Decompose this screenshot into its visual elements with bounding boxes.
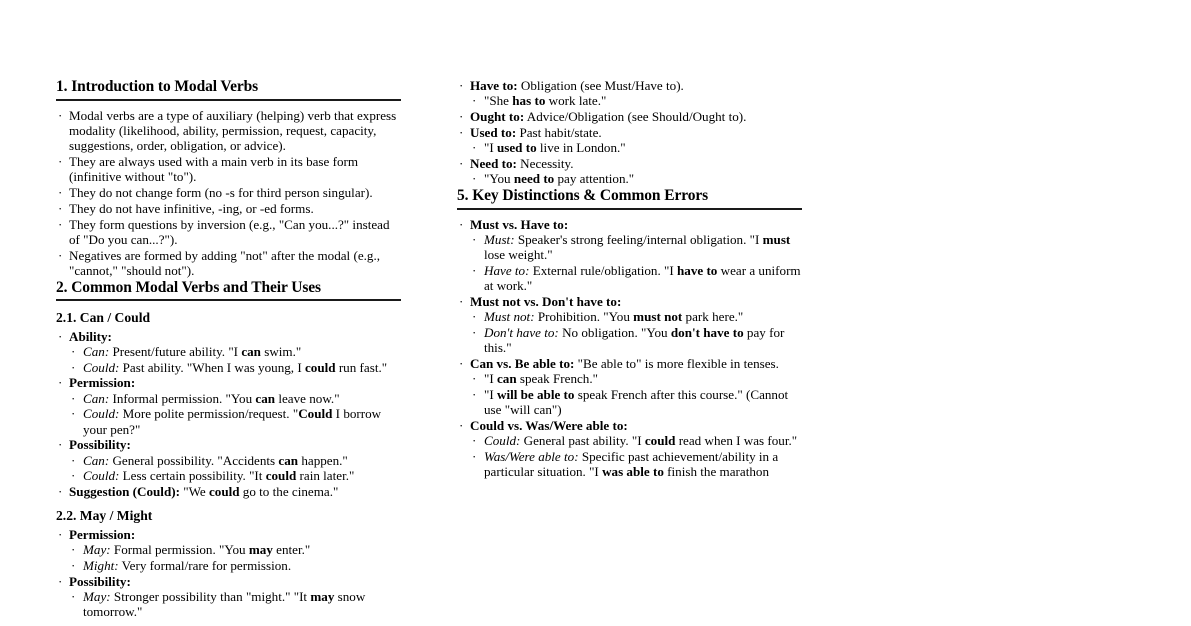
list-item-text (83, 453, 348, 468)
bold-text: Permission: (69, 375, 136, 391)
text-run: finish the marathon (663, 464, 769, 480)
bullet-icon: · (459, 293, 464, 309)
bold-text: have to (676, 262, 718, 278)
heading-rule (457, 208, 802, 210)
text-run: happen." (298, 452, 348, 468)
heading-rule (56, 99, 401, 101)
heading-rule (56, 299, 401, 301)
bold-text: Possibility: (69, 573, 131, 589)
bullet-icon: · (71, 542, 76, 557)
nested-bullet-list (69, 589, 401, 620)
nested-list-item (470, 140, 802, 155)
list-item-text (69, 329, 112, 344)
bullet-icon: · (71, 468, 76, 484)
list-item-text (470, 217, 568, 232)
nested-bullet-list (470, 140, 802, 155)
list-item-text (484, 449, 778, 479)
nested-list-item (470, 325, 802, 356)
bold-text: Can vs. Be able to: (470, 355, 575, 371)
bold-text: Used to: (470, 124, 517, 140)
list-item-text (484, 433, 797, 448)
list-item-text (470, 356, 779, 371)
bullet-icon: · (71, 343, 76, 359)
bold-text: was able to (602, 464, 664, 480)
nested-list-item (470, 309, 802, 324)
text-run: "We (179, 484, 209, 500)
bold-text: Could vs. Was/Were able to: (470, 417, 628, 433)
nested-list-item (470, 371, 802, 386)
list-item (56, 437, 401, 483)
nested-bullet-list (470, 232, 802, 294)
nested-bullet-list (470, 93, 802, 108)
nested-list-item (69, 344, 401, 359)
text-run: Speaker's strong feeling/internal obligation. "I (514, 231, 763, 247)
list-item-text (69, 217, 390, 247)
text-run: Formal permission. "You (110, 542, 249, 557)
list-item-text (470, 294, 621, 309)
list-item-text (83, 468, 354, 483)
bullet-list (56, 108, 401, 278)
list-item (457, 109, 802, 124)
bullet-icon: · (472, 140, 477, 155)
nested-list-item (69, 468, 401, 483)
bold-text: can (241, 343, 261, 359)
nested-list-item (69, 391, 401, 406)
italic-term: Can: (83, 452, 110, 468)
list-item-text (470, 125, 602, 140)
section-heading: 2. Common Modal Verbs and Their Uses (56, 278, 321, 296)
bullet-icon: · (58, 216, 63, 232)
bold-text: Could (298, 406, 333, 422)
text-run: snow tomorrow." (83, 588, 366, 619)
list-item-text (470, 418, 628, 433)
bullet-icon: · (58, 200, 63, 216)
italic-term: Could: (83, 359, 120, 375)
list-item-text (484, 387, 788, 417)
list-item-text (484, 232, 790, 262)
list-item-text (69, 527, 135, 542)
text-run: "She (484, 93, 513, 109)
bullet-icon: · (58, 573, 63, 589)
text-run: Past ability. "When I was young, I (119, 359, 305, 375)
italic-term: May: (83, 588, 111, 604)
bold-text: can (278, 452, 299, 468)
list-item-text (83, 558, 291, 573)
list-item (56, 484, 401, 499)
italic-term: Could: (484, 433, 521, 449)
list-item-text (484, 325, 784, 355)
nested-list-item (69, 406, 401, 437)
bold-text: Possibility: (69, 437, 131, 453)
bullet-list (56, 329, 401, 500)
bullet-icon: · (58, 247, 63, 263)
bullet-icon: · (71, 390, 76, 406)
bold-text: will be able to (496, 386, 575, 402)
bullet-icon: · (472, 171, 477, 186)
bold-text: Must vs. Have to: (470, 216, 569, 232)
text-run: speak French after this course." (Cannot use "will can") (484, 386, 789, 418)
nested-bullet-list (69, 453, 401, 484)
bold-text: could (265, 468, 297, 484)
text-run: go to the cinema." (239, 484, 339, 500)
list-item-text (69, 484, 338, 499)
text-run: Less certain possibility. "It (119, 468, 266, 484)
list-item (457, 356, 802, 418)
list-item (56, 527, 401, 573)
bold-text: may (310, 588, 335, 604)
text-run: "You (484, 171, 514, 186)
bold-text: Permission: (69, 526, 136, 542)
italic-term: Don't have to: (484, 324, 559, 340)
italic-term: Must not: (484, 309, 535, 325)
text-run: Stronger possibility than "might." "It (110, 588, 311, 604)
bullet-icon: · (472, 231, 477, 247)
nested-list-item (69, 360, 401, 375)
bold-text: could (304, 359, 336, 375)
text-run: run fast." (335, 359, 388, 375)
bullet-icon: · (58, 484, 63, 500)
list-item-text (83, 344, 301, 359)
list-item (56, 375, 401, 437)
text-run: External rule/obligation. "I (529, 262, 677, 278)
nested-list-item (69, 542, 401, 557)
list-item-text (484, 140, 626, 155)
list-item (56, 154, 401, 185)
text-run: They do not change form (no -s for third person singular). (69, 185, 373, 201)
list-item-text (69, 201, 314, 216)
text-run: Negatives are formed by adding "not" after the modal (e.g., "cannot," "should not"). (69, 247, 381, 278)
list-item (56, 201, 401, 216)
bullet-icon: · (472, 324, 477, 340)
list-item (457, 418, 802, 480)
text-run: speak French." (516, 371, 598, 387)
list-item-text (484, 371, 598, 386)
list-item-text (484, 171, 634, 186)
list-item-text (69, 154, 358, 184)
list-item (457, 156, 802, 187)
text-run: Past habit/state. (516, 124, 602, 140)
text-run: rain later." (296, 468, 355, 484)
bullet-icon: · (58, 328, 63, 344)
bold-text: must (762, 231, 791, 247)
bold-text: Suggestion (Could): (69, 484, 180, 500)
italic-term: May: (83, 542, 111, 557)
text-run: read when I was four." (675, 433, 798, 449)
list-item (457, 294, 802, 356)
list-item (56, 217, 401, 248)
nested-list-item (69, 589, 401, 620)
text-run: pay for this." (484, 324, 785, 356)
list-item-text (69, 375, 135, 390)
list-item (457, 125, 802, 156)
bold-text: don't have to (670, 324, 744, 340)
list-item-text (69, 248, 380, 278)
bold-text: Ought to: (470, 109, 525, 124)
list-item-text (470, 109, 746, 124)
text-run: Necessity. (516, 155, 574, 171)
bold-text: Must not vs. Don't have to: (470, 293, 622, 309)
bullet-icon: · (459, 216, 464, 232)
list-item-text (484, 263, 801, 293)
nested-bullet-list (69, 391, 401, 437)
list-item-text (69, 437, 131, 452)
text-run: wear a uniform at work." (484, 262, 801, 294)
text-run: lose weight." (484, 247, 553, 263)
text-run: pay attention." (554, 171, 635, 186)
section-heading: 5. Key Distinctions & Common Errors (457, 186, 709, 204)
list-item-text (83, 406, 381, 436)
nested-bullet-list (69, 344, 401, 375)
bold-text: can (496, 371, 517, 387)
bullet-icon: · (71, 588, 76, 604)
text-run: No obligation. "You (558, 324, 671, 340)
bullet-icon: · (459, 355, 464, 371)
bullet-icon: · (472, 448, 477, 464)
text-run: swim." (260, 343, 302, 359)
list-item-text (83, 589, 365, 619)
italic-term: Have to: (484, 262, 530, 278)
sub-heading: 2.2. May / Might (56, 508, 153, 524)
text-run: enter." (272, 542, 311, 557)
nested-bullet-list (470, 371, 802, 417)
bullet-icon: · (459, 155, 464, 171)
list-item-text (83, 391, 340, 406)
italic-term: Must: (484, 231, 515, 247)
text-run: They are always used with a main verb in its base form (infinitive without "to"). (69, 154, 359, 185)
list-item-text (83, 542, 310, 557)
text-run: They do not have infinitive, -ing, or -ed forms. (69, 200, 314, 216)
list-item-text (83, 360, 387, 375)
bullet-list (457, 78, 802, 186)
nested-list-item (470, 433, 802, 448)
bullet-icon: · (71, 557, 76, 573)
bullet-list (457, 217, 802, 480)
section-heading: 1. Introduction to Modal Verbs (56, 78, 259, 95)
bullet-icon: · (459, 109, 464, 124)
text-run: "I (484, 140, 497, 155)
italic-term: Can: (83, 343, 110, 359)
left-column (56, 78, 401, 620)
list-item-text (470, 78, 684, 93)
nested-bullet-list (470, 309, 802, 355)
nested-list-item (470, 93, 802, 108)
text-run: They form questions by inversion (e.g., "Can you...?" instead of "Do you can...?"). (69, 216, 390, 247)
bullet-icon: · (58, 154, 63, 170)
list-item (457, 217, 802, 294)
bullet-icon: · (58, 437, 63, 453)
nested-bullet-list (470, 433, 802, 479)
bold-text: must not (633, 309, 683, 325)
italic-term: Can: (83, 390, 110, 406)
bold-text: Need to: (470, 155, 517, 171)
bold-text: could (208, 484, 240, 500)
bold-text: has to (512, 93, 546, 109)
bold-text: Have to: (470, 78, 518, 93)
list-item-text (69, 108, 396, 154)
text-run: "Be able to" is more flexible in tenses. (574, 355, 779, 371)
nested-list-item (470, 232, 802, 263)
bold-text: could (644, 433, 676, 449)
bold-text: may (248, 542, 273, 557)
nested-list-item (69, 453, 401, 468)
text-run: General past ability. "I (520, 433, 645, 449)
two-column-layout (56, 78, 801, 620)
bullet-list (56, 527, 401, 620)
list-item (56, 108, 401, 154)
bullet-icon: · (58, 185, 63, 201)
bullet-icon: · (472, 386, 477, 402)
bullet-icon: · (71, 406, 76, 422)
bullet-icon: · (472, 433, 477, 449)
bullet-icon: · (71, 452, 76, 468)
list-item-text (69, 574, 131, 589)
bullet-icon: · (58, 107, 63, 123)
bold-text: used to (496, 140, 537, 155)
text-run: live in London." (536, 140, 626, 155)
text-run: park here." (682, 309, 744, 325)
text-run: "I (484, 371, 497, 387)
text-run: General possibility. "Accidents (109, 452, 279, 468)
text-run: work late." (545, 93, 607, 109)
list-item-text (470, 156, 574, 171)
text-run: Modal verbs are a type of auxiliary (helping) verb that express modality (likelihood, ability, permission, request, capacity, suggestions, order, obligation, or advice). (69, 107, 397, 154)
bullet-icon: · (58, 375, 63, 391)
text-run: More polite permission/request. " (119, 406, 299, 422)
list-item (56, 248, 401, 279)
italic-term: Was/Were able to: (484, 448, 579, 464)
bullet-icon: · (459, 124, 464, 140)
right-column (457, 78, 802, 480)
nested-bullet-list (69, 542, 401, 573)
text-run: Informal permission. "You (109, 390, 256, 406)
text-run: leave now." (275, 390, 340, 406)
list-item (56, 329, 401, 375)
text-run: Advice/Obligation (see Should/Ought to). (524, 109, 747, 124)
list-item-text (69, 185, 373, 200)
list-item (56, 574, 401, 620)
bullet-icon: · (459, 417, 464, 433)
bullet-icon: · (472, 371, 477, 387)
text-run: Prohibition. "You (534, 309, 634, 325)
bullet-icon: · (472, 309, 477, 325)
italic-term: Could: (83, 468, 120, 484)
text-run: Present/future ability. "I (109, 343, 242, 359)
sub-heading: 2.1. Can / Could (56, 310, 151, 326)
bullet-icon: · (472, 262, 477, 278)
text-run: Very formal/rare for permission. (118, 557, 292, 573)
nested-list-item (470, 387, 802, 418)
nested-list-item (470, 171, 802, 186)
text-run: Obligation (see Must/Have to). (517, 78, 684, 93)
bullet-icon: · (472, 93, 477, 109)
bold-text: can (255, 390, 276, 406)
italic-term: Could: (83, 406, 120, 422)
bold-text: Ability: (69, 328, 112, 344)
nested-bullet-list (470, 171, 802, 186)
list-item (457, 78, 802, 109)
text-run: I borrow your pen?" (83, 406, 382, 437)
italic-term: Might: (83, 557, 119, 573)
text-run: Specific past achievement/ability in a particular situation. "I (484, 448, 779, 480)
list-item-text (484, 309, 743, 324)
bullet-icon: · (71, 359, 76, 375)
bold-text: need to (513, 171, 555, 186)
bullet-icon: · (459, 78, 464, 93)
nested-list-item (470, 263, 802, 294)
nested-list-item (470, 449, 802, 480)
list-item-text (484, 93, 606, 108)
bullet-icon: · (58, 526, 63, 542)
nested-list-item (69, 558, 401, 573)
text-run: "I (484, 386, 497, 402)
list-item (56, 185, 401, 200)
